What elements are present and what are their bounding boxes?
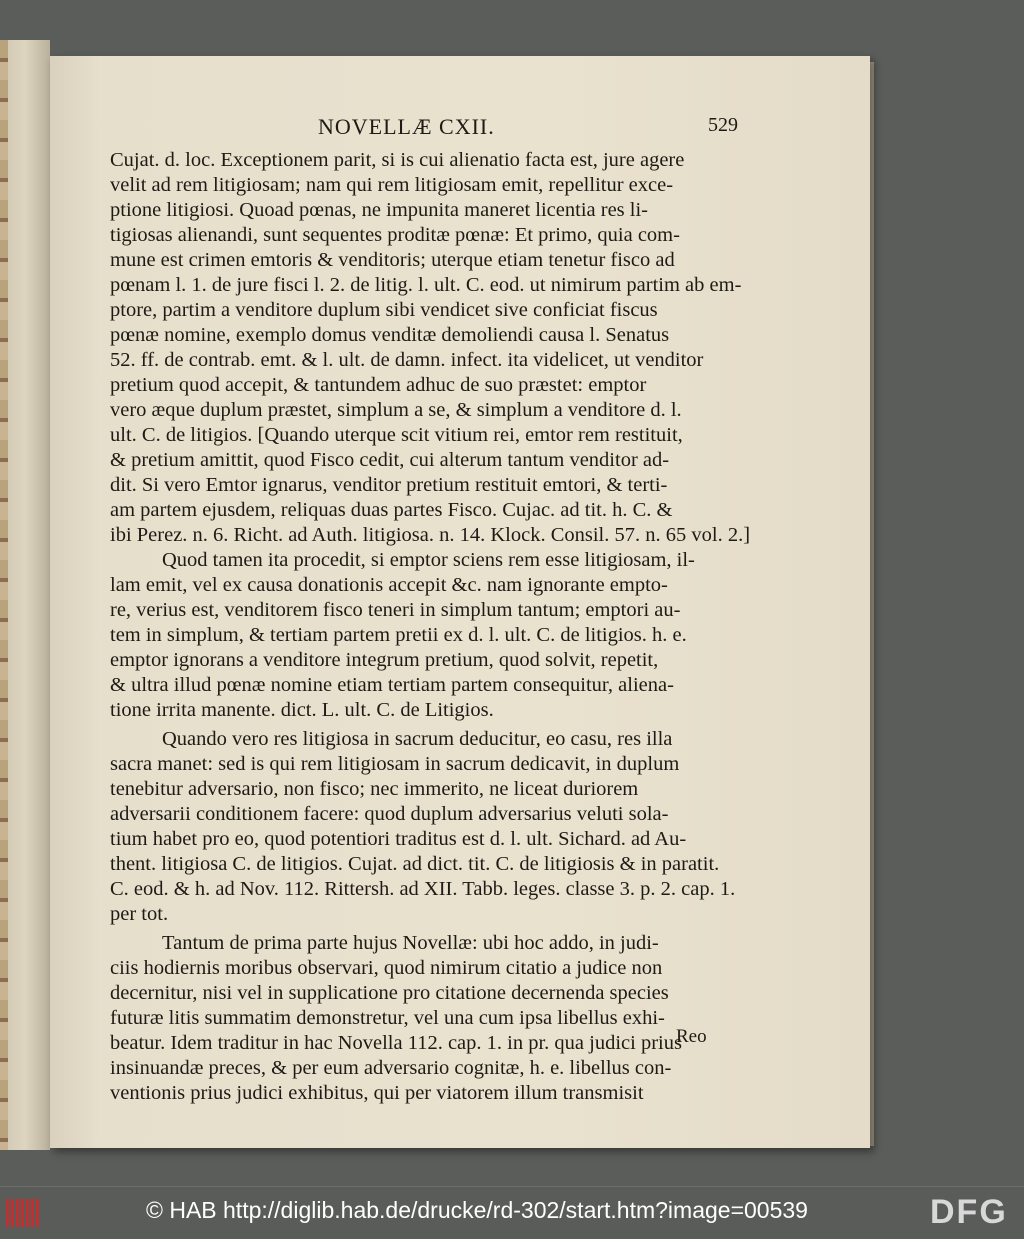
footer-bar [0, 1186, 1024, 1239]
text-line: tium habet pro eo, quod potentiori traditus est d. l. ult. Sichard. ad Au- [110, 828, 687, 850]
text-line: adversarii conditionem facere: quod duplum adversarius veluti sola- [110, 803, 669, 825]
text-line: pretium quod accepit, & tantundem adhuc de suo præstet: emptor [110, 374, 647, 396]
text-line: ptore, partim a venditore duplum sibi vendicet sive conficiat fiscus [110, 299, 658, 321]
text-line: & ultra illud pœnæ nomine etiam tertiam partem consequitur, aliena- [110, 674, 674, 696]
text-line: ibi Perez. n. 6. Richt. ad Auth. litigiosa. n. 14. Klock. Consil. 57. n. 65 vol. 2.] [110, 524, 751, 546]
text-line: per tot. [110, 903, 169, 925]
text-line: velit ad rem litigiosam; nam qui rem litigiosam emit, repellitur exce- [110, 174, 674, 196]
text-line: ventionis prius judici exhibitus, qui per viatorem illum transmisit [110, 1082, 644, 1104]
text-line: tenebitur adversario, non fisco; nec immerito, ne liceat duriorem [110, 778, 639, 800]
text-line: am partem ejusdem, reliquas duas partes Fisco. Cujac. ad tit. h. C. & [110, 499, 673, 521]
running-title: NOVELLÆ CXII. [318, 114, 495, 139]
text-line: mune est crimen emtoris & venditoris; uterque etiam tenetur fisco ad [110, 249, 675, 271]
text-line: C. eod. & h. ad Nov. 112. Rittersh. ad XII. Tabb. leges. classe 3. p. 2. cap. 1. [110, 878, 736, 900]
catchword: Reo [676, 1026, 707, 1047]
text-line: & pretium amittit, quod Fisco cedit, cui alterum tantum venditor ad- [110, 449, 670, 471]
text-line: dit. Si vero Emtor ignarus, venditor pretium restituit emtori, & terti- [110, 474, 668, 496]
text-line: beatur. Idem traditur in hac Novella 112. cap. 1. in pr. qua judici prius [110, 1032, 682, 1054]
text-line: Quando vero res litigiosa in sacrum deducitur, eo casu, res illa [162, 728, 673, 750]
text-line: emptor ignorans a venditore integrum pretium, quod solvit, repetit, [110, 649, 659, 671]
text-line: Quod tamen ita procedit, si emptor sciens rem esse litigiosam, il- [162, 549, 695, 571]
text-line: thent. litigiosa C. de litigios. Cujat. ad dict. tit. C. de litigiosis & in paratit. [110, 853, 720, 875]
dfg-logo: DFG [930, 1193, 1008, 1231]
text-line: lam emit, vel ex causa donationis accepit &c. nam ignorante empto- [110, 574, 668, 596]
hab-logo-icon [6, 1199, 46, 1227]
text-line: pœnam l. 1. de jure fisci l. 2. de litig. l. ult. C. eod. ut nimirum partim ab em- [110, 274, 742, 296]
text-line: pœnæ nomine, exemplo domus venditæ demoliendi causa l. Senatus [110, 324, 670, 346]
text-line: vero æque duplum præstet, simplum a se, & simplum a venditore d. l. [110, 399, 682, 421]
text-line: decernitur, nisi vel in supplicatione pro citatione decernenda species [110, 982, 669, 1004]
facing-page-edge [0, 40, 50, 1150]
text-line: ptione litigiosi. Quoad pœnas, ne impunita maneret licentia res li- [110, 199, 648, 221]
text-line: tione irrita manente. dict. L. ult. C. de Litigios. [110, 699, 494, 721]
text-block [110, 148, 751, 1104]
text-line: Cujat. d. loc. Exceptionem parit, si is cui alienatio facta est, jure agere [110, 149, 685, 171]
text-line: tigiosas alienandi, sunt sequentes proditæ pœnæ: Et primo, quia com- [110, 224, 680, 246]
text-line: insinuandæ preces, & per eum adversario cognitæ, h. e. libellus con- [110, 1057, 672, 1079]
text-line: tem in simplum, & tertiam partem pretii ex d. l. ult. C. de litigios. h. e. [110, 624, 687, 646]
text-line: futuræ litis summatim demonstretur, vel una cum ipsa libellus exhi- [110, 1007, 665, 1029]
text-line: ciis hodiernis moribus observari, quod nimirum citatio a judice non [110, 957, 663, 979]
page-number: 529 [708, 114, 738, 136]
text-line: re, verius est, venditorem fisco teneri in simplum tantum; emptori au- [110, 599, 681, 621]
text-line: Tantum de prima parte hujus Novellæ: ubi hoc addo, in judi- [162, 932, 659, 954]
copyright-link[interactable]: © HAB http://diglib.hab.de/drucke/rd-302/start.htm?image=00539 [146, 1197, 808, 1223]
text-line: sacra manet: sed is qui rem litigiosam in sacrum dedicavit, in duplum [110, 753, 680, 775]
book-spine [0, 40, 8, 1150]
running-header [110, 114, 738, 144]
text-line: 52. ff. de contrab. emt. & l. ult. de damn. infect. ita videlicet, ut venditor [110, 349, 704, 371]
text-line: ult. C. de litigios. [Quando uterque scit vitium rei, emtor rem restituit, [110, 424, 683, 446]
